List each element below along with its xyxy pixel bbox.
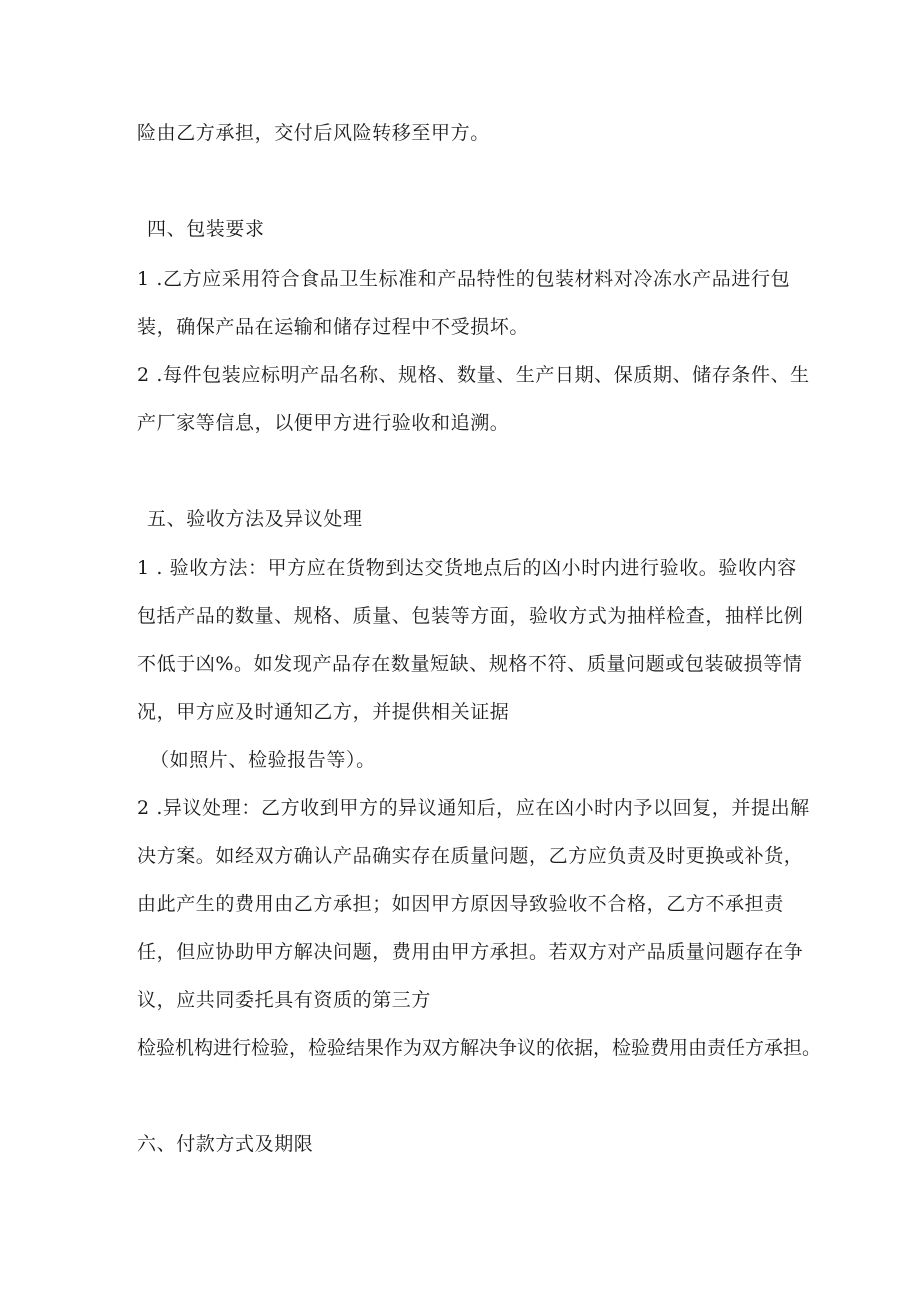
paragraph-line: 决方案。如经双方确认产品确实存在质量问题，乙方应负责及时更换或补货， xyxy=(137,845,804,867)
paragraph-line: 2 .每件包装应标明产品名称、规格、数量、生产日期、保质期、储存条件、生 xyxy=(137,364,810,386)
paragraph-line: 包括产品的数量、规格、质量、包装等方面，验收方式为抽样检查，抽样比例 xyxy=(137,605,804,627)
paragraph-line: 产厂家等信息，以便甲方进行验收和追溯。 xyxy=(137,412,510,434)
paragraph-line: 1 . 验收方法：甲方应在货物到达交货地点后的凶小时内进行验收。验收内容 xyxy=(137,557,797,579)
paragraph-line: 况，甲方应及时通知乙方，并提供相关证据 xyxy=(137,701,510,723)
paragraph-line: 议，应共同委托具有资质的第三方 xyxy=(137,989,432,1011)
paragraph-line: 由此产生的费用由乙方承担；如因甲方原因导致验收不合格，乙方不承担责 xyxy=(137,893,784,915)
paragraph-line: 险由乙方承担，交付后风险转移至甲方。 xyxy=(137,122,490,144)
paragraph-line: 1 .乙方应采用符合食品卫生标准和产品特性的包装材料对冷冻水产品进行包 xyxy=(137,268,791,290)
paragraph-line: 任，但应协助甲方解决问题，费用由甲方承担。若双方对产品质量问题存在争 xyxy=(137,941,804,963)
section-heading-payment: 六、付款方式及期限 xyxy=(137,1133,314,1155)
section-heading-inspection: 五、验收方法及异议处理 xyxy=(147,508,363,530)
paragraph-line: 不低于凶%。如发现产品存在数量短缺、规格不符、质量问题或包装破损等情 xyxy=(137,653,803,675)
paragraph-line: 检验机构进行检验，检验结果作为双方解决争议的依据，检验费用由责任方承担。 xyxy=(137,1037,822,1059)
paragraph-line: 装，确保产品在运输和储存过程中不受损坏。 xyxy=(137,316,530,338)
section-heading-packaging: 四、包装要求 xyxy=(147,218,265,240)
paragraph-line: （如照片、检验报告等）。 xyxy=(150,749,376,771)
paragraph-line: 2 .异议处理：乙方收到甲方的异议通知后，应在凶小时内予以回复，并提出解 xyxy=(137,797,810,819)
